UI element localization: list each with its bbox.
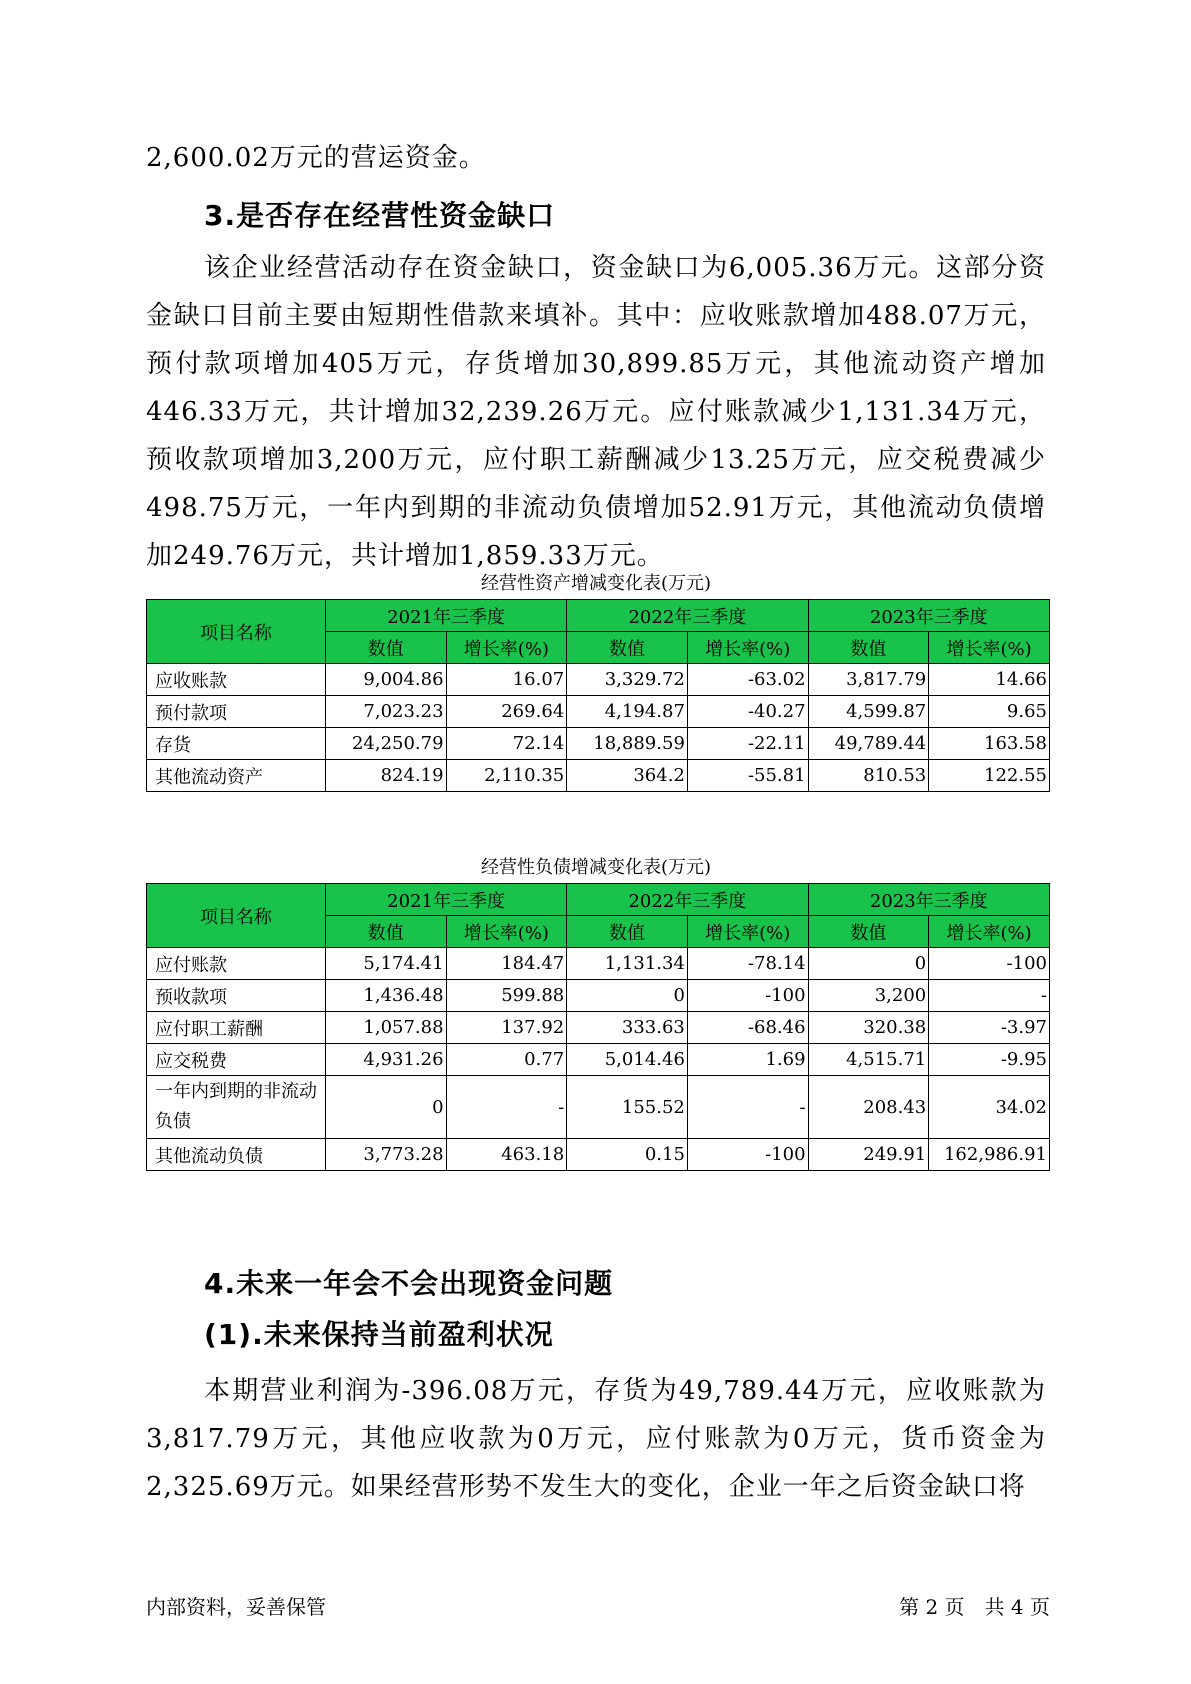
cell: 34.02 <box>929 1076 1050 1139</box>
row-name: 一年内到期的非流动负债 <box>147 1076 326 1139</box>
col-item-name: 项目名称 <box>147 884 326 948</box>
section-4-heading: 4.未来一年会不会出现资金问题 <box>204 1267 614 1300</box>
row-name: 预付款项 <box>147 696 326 728</box>
sub-header-growth: 增长率(%) <box>687 632 808 664</box>
liabilities-table-caption: 经营性负债增减变化表(万元) <box>480 857 712 878</box>
period-header: 2022年三季度 <box>567 600 808 632</box>
footer-confidential: 内部资料，妥善保管 <box>146 1595 326 1619</box>
cell: - <box>446 1076 567 1139</box>
cell: 184.47 <box>446 948 567 980</box>
table-row <box>147 696 1050 728</box>
cell: - <box>929 980 1050 1012</box>
cell: -40.27 <box>687 696 808 728</box>
cell: 9,004.86 <box>325 664 446 696</box>
section-3-heading: 3.是否存在经营性资金缺口 <box>204 199 556 232</box>
row-name: 应交税费 <box>147 1044 326 1076</box>
cell: 3,200 <box>808 980 929 1012</box>
cell: 1,057.88 <box>325 1012 446 1044</box>
cell: -3.97 <box>929 1012 1050 1044</box>
col-item-name: 项目名称 <box>147 600 326 664</box>
cell: 0.77 <box>446 1044 567 1076</box>
period-header: 2023年三季度 <box>808 884 1049 916</box>
row-name: 应收账款 <box>147 664 326 696</box>
cell: 3,817.79 <box>808 664 929 696</box>
cell: 5,174.41 <box>325 948 446 980</box>
cell: 72.14 <box>446 728 567 760</box>
cell: -100 <box>929 948 1050 980</box>
cell: 14.66 <box>929 664 1050 696</box>
cell: 18,889.59 <box>567 728 688 760</box>
sub-header-growth: 增长率(%) <box>446 632 567 664</box>
sub-header-value: 数值 <box>808 916 929 948</box>
row-name: 其他流动资产 <box>147 760 326 792</box>
cell: 1.69 <box>687 1044 808 1076</box>
period-header: 2022年三季度 <box>567 884 808 916</box>
sub-header-value: 数值 <box>325 916 446 948</box>
table-row <box>147 1076 1050 1139</box>
cell: -100 <box>687 980 808 1012</box>
cell: - <box>687 1076 808 1139</box>
cell: 7,023.23 <box>325 696 446 728</box>
cell: 4,599.87 <box>808 696 929 728</box>
table-row <box>147 948 1050 980</box>
cell: 364.2 <box>567 760 688 792</box>
footer-page-number: 第 2 页 共 4 页 <box>899 1595 1050 1619</box>
table-row <box>147 1044 1050 1076</box>
cell: 0 <box>325 1076 446 1139</box>
cell: -68.46 <box>687 1012 808 1044</box>
sub-header-value: 数值 <box>567 916 688 948</box>
cell: 4,515.71 <box>808 1044 929 1076</box>
cell: 320.38 <box>808 1012 929 1044</box>
cell: 24,250.79 <box>325 728 446 760</box>
cell: 0 <box>808 948 929 980</box>
cell: -55.81 <box>687 760 808 792</box>
row-name: 预收款项 <box>147 980 326 1012</box>
table-row <box>147 760 1050 792</box>
cell: 4,931.26 <box>325 1044 446 1076</box>
sub-header-value: 数值 <box>325 632 446 664</box>
cell: 162,986.91 <box>929 1139 1050 1171</box>
row-name: 存货 <box>147 728 326 760</box>
sub-header-value: 数值 <box>808 632 929 664</box>
sub-header-growth: 增长率(%) <box>929 916 1050 948</box>
sub-header-growth: 增长率(%) <box>446 916 567 948</box>
section-3-paragraph: 该企业经营活动存在资金缺口，资金缺口为6,005.36万元。这部分资金缺口目前主要由短期性借款来填补。其中：应收账款增加488.07万元，预付款项增加405万元，存货增加30,899.85万元，其他流动资产增加446.33万元，共计增加32,239.26万元。应付账款减少1,131.34万元，预收款项增加3,200万元，应付职工薪酬减少13.25万元，应交税费减少498.75万元，一年内到期的非流动负债增加52.91万元，其他流动负债增加249.76万元，共计增加1,859.33万元。 <box>146 253 1046 571</box>
cell: 599.88 <box>446 980 567 1012</box>
cell: 333.63 <box>567 1012 688 1044</box>
cell: -9.95 <box>929 1044 1050 1076</box>
table-row <box>147 1139 1050 1171</box>
cell: 49,789.44 <box>808 728 929 760</box>
cell: 463.18 <box>446 1139 567 1171</box>
cell: 2,110.35 <box>446 760 567 792</box>
cell: 3,329.72 <box>567 664 688 696</box>
cell: 810.53 <box>808 760 929 792</box>
period-header: 2021年三季度 <box>325 884 566 916</box>
section-4-subheading: (1).未来保持当前盈利状况 <box>204 1318 554 1351</box>
sub-header-growth: 增长率(%) <box>929 632 1050 664</box>
table-row <box>147 728 1050 760</box>
cell: 137.92 <box>446 1012 567 1044</box>
cell: 0.15 <box>567 1139 688 1171</box>
section-4-paragraph: 本期营业利润为-396.08万元，存货为49,789.44万元，应收账款为3,817.79万元，其他应收款为0万元，应付账款为0万元，货币资金为2,325.69万元。如果经营形势不发生大的变化，企业一年之后资金缺口将 <box>146 1376 1046 1502</box>
cell: 155.52 <box>567 1076 688 1139</box>
cell: 122.55 <box>929 760 1050 792</box>
sub-header-value: 数值 <box>567 632 688 664</box>
cell: 0 <box>567 980 688 1012</box>
assets-table-caption: 经营性资产增减变化表(万元) <box>480 573 712 594</box>
cell: 163.58 <box>929 728 1050 760</box>
cell: 9.65 <box>929 696 1050 728</box>
period-header: 2023年三季度 <box>808 600 1049 632</box>
row-name: 应付账款 <box>147 948 326 980</box>
period-header: 2021年三季度 <box>325 600 566 632</box>
row-name: 应付职工薪酬 <box>147 1012 326 1044</box>
cell: 249.91 <box>808 1139 929 1171</box>
assets-table <box>146 599 1050 792</box>
cell: 1,436.48 <box>325 980 446 1012</box>
liabilities-table <box>146 883 1050 1171</box>
table-row <box>147 1012 1050 1044</box>
cell: -100 <box>687 1139 808 1171</box>
intro-line: 2,600.02万元的营运资金。 <box>146 143 486 173</box>
cell: 1,131.34 <box>567 948 688 980</box>
cell: 5,014.46 <box>567 1044 688 1076</box>
cell: 824.19 <box>325 760 446 792</box>
cell: 269.64 <box>446 696 567 728</box>
cell: 4,194.87 <box>567 696 688 728</box>
table-row <box>147 980 1050 1012</box>
cell: 3,773.28 <box>325 1139 446 1171</box>
sub-header-growth: 增长率(%) <box>687 916 808 948</box>
row-name: 其他流动负债 <box>147 1139 326 1171</box>
cell: -78.14 <box>687 948 808 980</box>
cell: -63.02 <box>687 664 808 696</box>
cell: 208.43 <box>808 1076 929 1139</box>
cell: -22.11 <box>687 728 808 760</box>
table-row <box>147 664 1050 696</box>
cell: 16.07 <box>446 664 567 696</box>
